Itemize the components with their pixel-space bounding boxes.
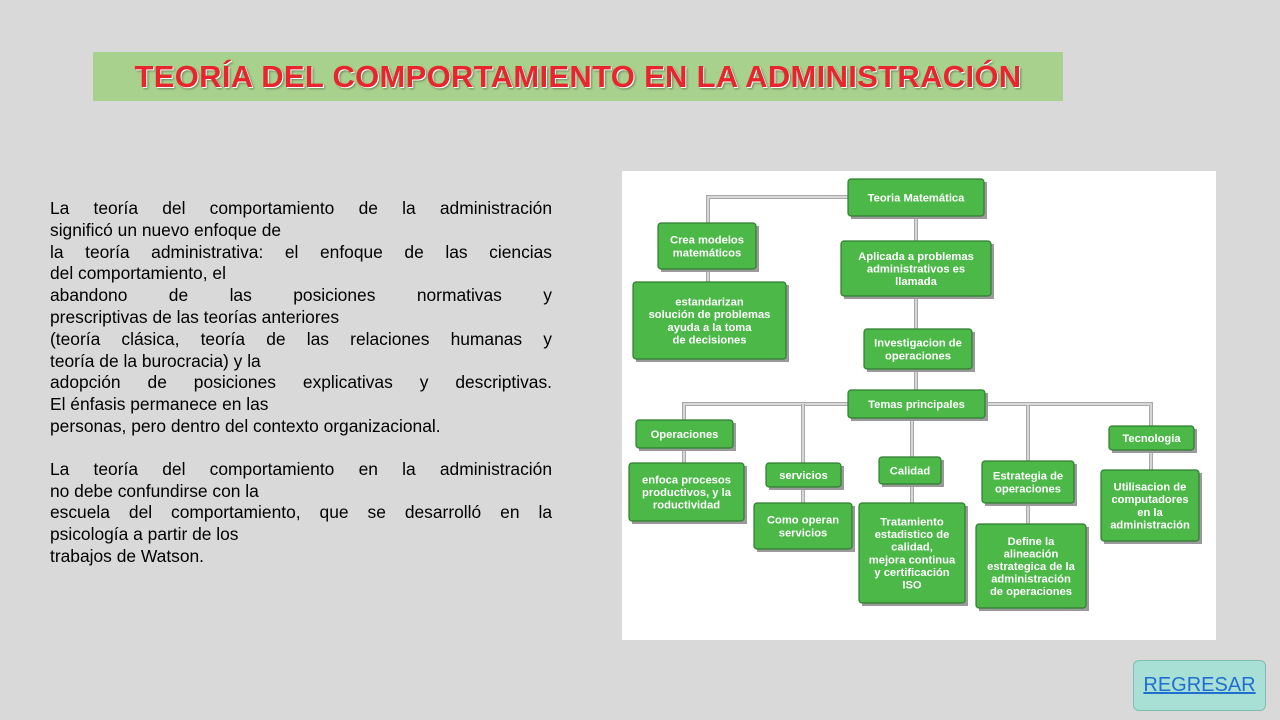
text-line: psicología a partir de los — [50, 524, 239, 545]
connector-line-highlight — [684, 404, 848, 420]
node-label: calidad, — [891, 541, 933, 554]
node-tecnologia — [1109, 426, 1197, 453]
concept-map-diagram — [622, 171, 1216, 640]
body-text — [50, 198, 552, 568]
page-title: TEORÍA DEL COMPORTAMIENTO EN LA ADMINISTRACIÓN — [134, 58, 1022, 94]
node-label: en la — [1137, 506, 1163, 519]
node-aplicada — [841, 241, 994, 299]
node-operaciones — [636, 420, 736, 451]
node-label: roductividad — [652, 499, 721, 512]
node-investigacion — [864, 329, 975, 372]
text-line: La teoría del comportamiento en la administración — [50, 458, 552, 479]
node-crea-modelos — [658, 223, 759, 272]
text-line: abandono de las posiciones normativas y — [50, 285, 552, 306]
connector-line — [708, 197, 848, 223]
node-label: ayuda a la toma — [667, 321, 752, 334]
node-define — [976, 524, 1089, 611]
node-label: Crea modelos — [670, 234, 744, 247]
text-line: personas, pero dentro del contexto organizacional. — [50, 415, 441, 436]
connector-line — [1028, 404, 1151, 426]
concept-map-svg — [622, 171, 1216, 640]
node-label: servicios — [779, 470, 828, 482]
node-label: administración — [1110, 519, 1190, 532]
paragraph-gap — [50, 438, 552, 459]
node-tratamiento — [859, 503, 968, 606]
connector-line-highlight — [985, 404, 1028, 461]
node-como-operan — [754, 503, 855, 552]
text-line: escuela del comportamiento, que se desarrolló en la — [50, 502, 552, 523]
text-line: El énfasis permanece en las — [50, 394, 269, 415]
node-label: ISO — [902, 579, 922, 592]
node-temas — [848, 390, 988, 421]
node-label: Calidad — [889, 465, 931, 478]
node-label: operaciones — [995, 483, 1061, 496]
node-label: administración — [991, 573, 1071, 586]
title-banner — [93, 52, 1063, 101]
text-line: (teoría clásica, teoría de las relaciones humanas y — [50, 328, 552, 349]
text-line: La teoría del comportamiento de la administración — [50, 198, 552, 218]
node-teoria-matematica — [848, 179, 987, 219]
node-label: alineación — [1003, 548, 1059, 561]
node-estrategia — [982, 461, 1077, 506]
node-label: Teoria Matemática — [867, 192, 965, 205]
node-label: productivos, y la — [642, 487, 731, 499]
node-label: estadistico de — [874, 529, 950, 542]
text-line: no debe confundirse con la — [50, 480, 259, 501]
node-label: Operaciones — [650, 429, 719, 441]
node-label: matemáticos — [672, 247, 742, 260]
node-calidad — [879, 457, 944, 487]
node-label: estandarizan — [675, 296, 744, 309]
text-line: del comportamiento, el — [50, 263, 226, 284]
text-line: adopción de posiciones explicativas y descriptivas. — [50, 372, 552, 393]
node-enfoca — [629, 463, 747, 524]
node-label: Estrategia de — [992, 470, 1064, 483]
text-line: significó un nuevo enfoque de — [50, 219, 282, 240]
node-label: Temas principales — [868, 399, 965, 411]
text-line: prescriptivas de las teorías anteriores — [50, 306, 340, 327]
node-label: Aplicada a problemas — [858, 250, 974, 263]
node-label: enfoca procesos — [642, 474, 731, 487]
back-button[interactable]: REGRESAR — [1133, 660, 1266, 711]
connector-line — [684, 404, 848, 420]
node-label: Define la — [1007, 535, 1055, 548]
node-label: y certificación — [874, 566, 950, 579]
node-servicios — [766, 463, 844, 490]
node-utilisacion — [1101, 470, 1202, 544]
node-label: de operaciones — [989, 586, 1073, 599]
node-label: servicios — [778, 527, 828, 540]
connector-line — [985, 404, 1028, 461]
node-label: solución de problemas — [648, 309, 771, 322]
node-label: administrativos es — [866, 263, 966, 276]
node-label: operaciones — [885, 350, 951, 363]
node-label: estrategica de la — [987, 561, 1075, 573]
node-label: llamada — [895, 276, 937, 289]
node-estandarizan — [633, 282, 789, 362]
connector-line-highlight — [1028, 404, 1151, 426]
node-label: Utilisacion de — [1113, 481, 1187, 494]
connector-line-highlight — [708, 197, 848, 223]
node-label: Investigacion de — [874, 337, 962, 350]
node-label: computadores — [1111, 494, 1189, 507]
text-line: teoría de la burocracia) y la — [50, 350, 261, 371]
node-label: Tecnologia — [1122, 433, 1181, 445]
node-label: Tratamiento — [880, 516, 944, 529]
text-line: la teoría administrativa: el enfoque de las ciencias — [50, 241, 552, 262]
node-label: Como operan — [766, 514, 840, 527]
concept-nodes — [629, 179, 1202, 611]
text-line: trabajos de Watson. — [50, 545, 205, 566]
node-label: de decisiones — [672, 334, 747, 347]
node-label: mejora continua — [868, 554, 956, 567]
